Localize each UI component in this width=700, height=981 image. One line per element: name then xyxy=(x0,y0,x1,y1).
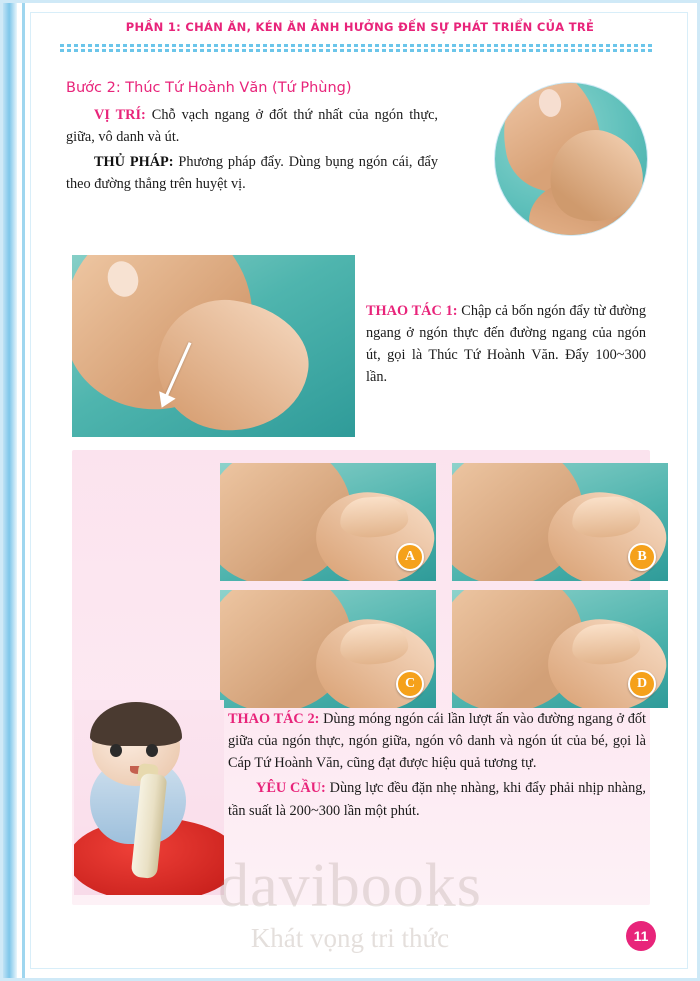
doll-right-eye-shape xyxy=(146,744,158,757)
action2-text: Dùng móng ngón cái lần lượt ấn vào đường ngang ở đốt giữa của ngón thực, ngón giữa, ngón vô danh và ngón út của bé, gọi là Cáp Tứ Hoành Văn, cũng đạt được hiệu quả tương tự. xyxy=(228,711,646,772)
position-text: Chỗ vạch ngang ở đốt thứ nhất của ngón thực, giữa, vô danh và út. xyxy=(66,107,438,146)
action1-block xyxy=(366,300,646,392)
action2-paragraph xyxy=(228,708,646,774)
page-spine xyxy=(3,3,17,978)
running-header-title: PHẦN 1: CHÁN ĂN, KÉN ĂN ẢNH HƯỞNG ĐẾN SỰ PHÁT TRIỂN CỦA TRẺ xyxy=(125,20,595,34)
watermark-main-text: davibooks xyxy=(218,852,482,920)
figure-thumb-push-photo xyxy=(495,83,647,235)
page-spine-line xyxy=(22,3,25,978)
page-number: 11 xyxy=(626,921,656,951)
doll-left-eye-shape xyxy=(110,744,122,757)
running-header xyxy=(40,20,680,34)
method-label: THỦ PHÁP: xyxy=(94,154,174,171)
requirement-label: YÊU CẦU: xyxy=(256,780,326,797)
requirement-text: Dùng lực đều đặn nhẹ nhàng, khi đẩy phải nhịp nhàng, tần suất là 200~300 lần một phút. xyxy=(228,780,646,819)
figure-badge-c: C xyxy=(396,670,424,698)
figure-badge-d: D xyxy=(628,670,656,698)
action1-label: THAO TÁC 1: xyxy=(366,303,458,319)
figure-badge-b: B xyxy=(628,543,656,571)
method-text: Phương pháp đẩy. Dùng bụng ngón cái, đẩy theo đường thẳng trên huyệt vị. xyxy=(66,154,438,193)
position-label: VỊ TRÍ: xyxy=(94,107,146,123)
header-rule-bottom xyxy=(60,49,655,52)
action1-text: Chập cả bốn ngón đẩy từ đường ngang ở ngón thực đến đường ngang của ngón út, gọi là Thúc Tứ Hoành Văn. Đẩy 100~300 lần. xyxy=(366,303,646,386)
header-rule-top xyxy=(60,44,655,47)
action2-label: THAO TÁC 2: xyxy=(228,711,320,727)
position-paragraph xyxy=(66,104,438,148)
action2-block xyxy=(228,708,646,825)
step-title: Bước 2: Thúc Tứ Hoành Văn (Tứ Phùng) xyxy=(66,80,352,96)
figure-step-a xyxy=(220,463,436,581)
figure-step-d xyxy=(452,590,668,708)
requirement-paragraph xyxy=(228,777,646,821)
watermark-sub-text: Khát vọng tri thức xyxy=(250,923,450,953)
figure-doll-photo xyxy=(74,700,224,895)
action1-paragraph xyxy=(366,300,646,389)
figure-step-b xyxy=(452,463,668,581)
figure-badge-a: A xyxy=(396,543,424,571)
method-paragraph xyxy=(66,151,438,195)
doll-hair-shape xyxy=(90,702,182,746)
figure-step-c xyxy=(220,590,436,708)
figure-push-direction-photo xyxy=(72,255,355,437)
